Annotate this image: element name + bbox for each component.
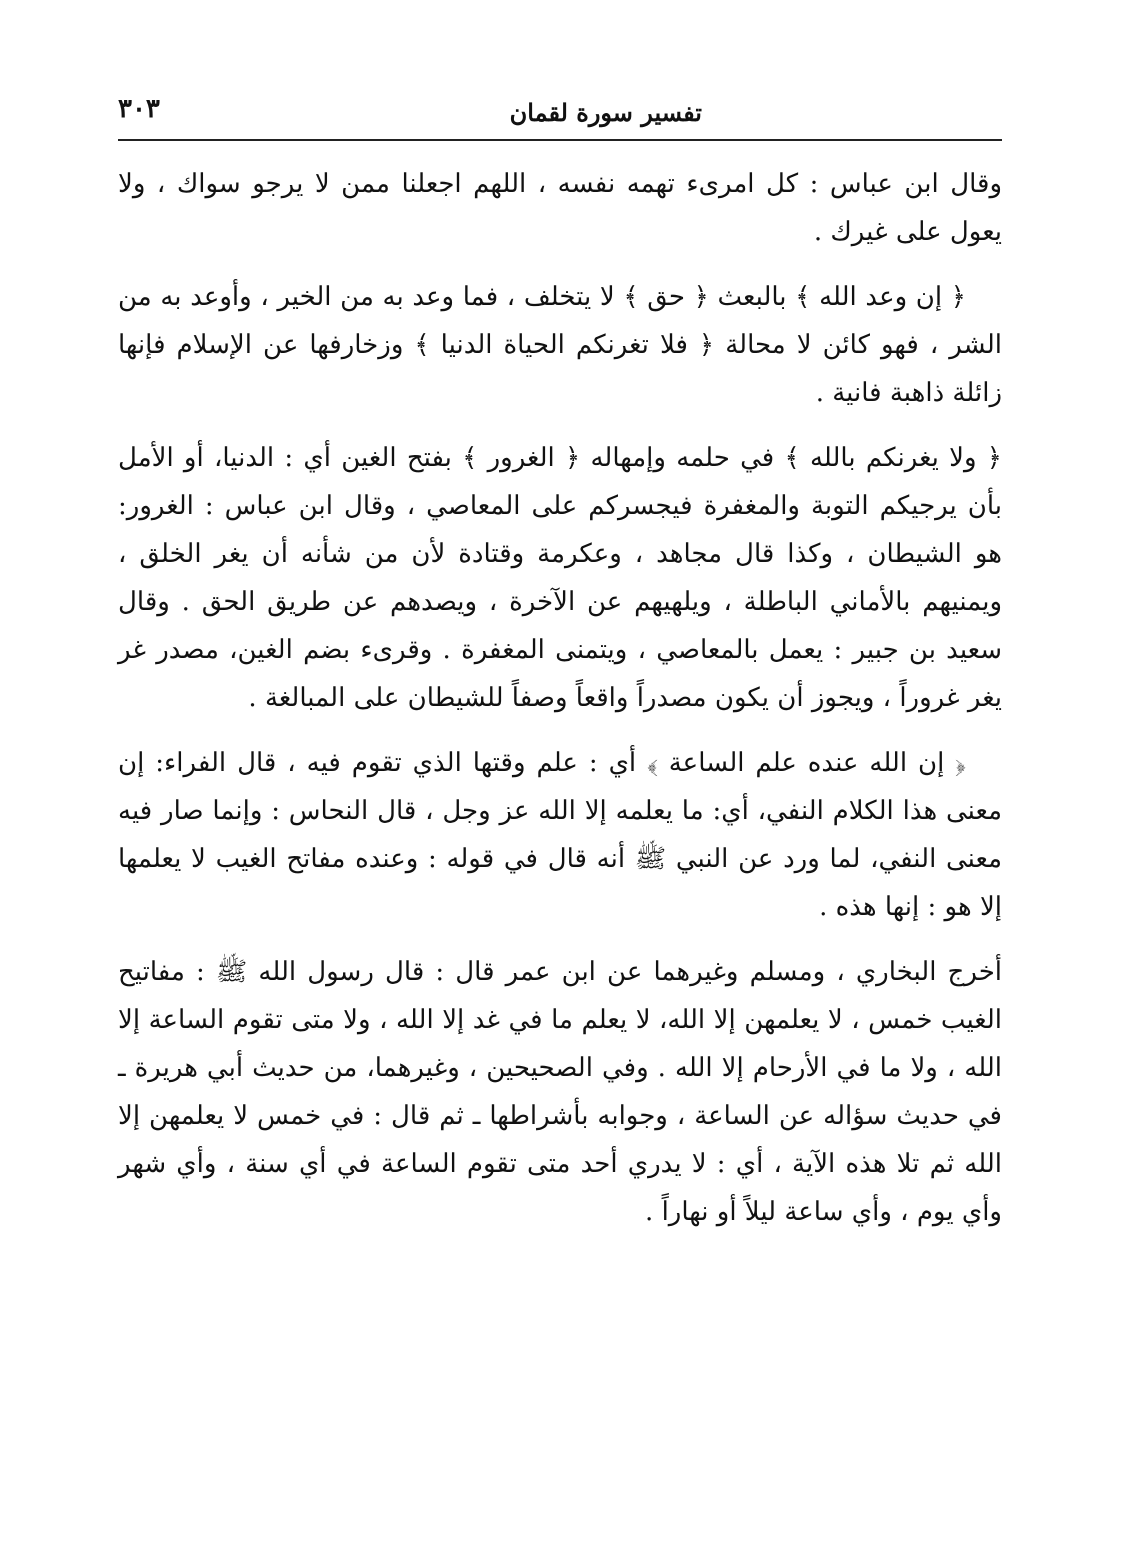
paragraph-3: ﴿ ولا يغرنكم بالله ﴾ في حلمه وإمهاله ﴿ الغرور ﴾ بفتح الغين أي : الدنيا، أو الأمل بأن يرجيكم التوبة والمغفرة فيجسركم على المعاصي ، وقال ابن عباس : الغرور: هو الشيطان ، وكذا قال مجاهد ، وعكرمة وقتادة لأن من شأنه أن يغر الخلق ، ويمنيهم بالأماني الباطلة ، ويلهيهم عن الآخرة ، ويصدهم عن طريق الحق . وقال سعيد بن جبير : يعمل بالمعاصي ، ويتمنى المغفرة . وقرىء بضم الغين، مصدر غر يغر غروراً ، ويجوز أن يكون مصدراً واقعاً وصفاً للشيطان على المبالغة . <box>118 443 1002 713</box>
paragraph-5: أخرج البخاري ، ومسلم وغيرهما عن ابن عمر قال : قال رسول الله ﷺ : مفاتيح الغيب خمس ، لا يعلمهن إلا الله، لا يعلم ما في غد إلا الله ، ولا متى تقوم الساعة إلا الله ، ولا ما في الأرحام إلا الله . وفي الصحيحين ، وغيرهما، من حديث أبي هريرة ـ في حديث سؤاله عن الساعة ، وجوابه بأشراطها ـ ثم قال : في خمس لا يعلمهن إلا الله ثم تلا هذه الآية ، أي : لا يدري أحد متى تقوم الساعة في أي سنة ، وأي شهر وأي يوم ، وأي ساعة ليلاً أو نهاراً . <box>118 957 1002 1227</box>
paragraph-4: ﴿ إن الله عنده علم الساعة ﴾ أي : علم وقتها الذي تقوم فيه ، قال الفراء: إن معنى هذا الكلام النفي، أي: ما يعلمه إلا الله عز وجل ، قال النحاس : وإنما صار فيه معنى النفي، لما ورد عن النبي ﷺ أنه قال في قوله : وعنده مفاتح الغيب لا يعلمها إلا هو : إنها هذه . <box>118 748 1002 922</box>
paragraph-2: ﴿ إن وعد الله ﴾ بالبعث ﴿ حق ﴾ لا يتخلف ، فما وعد به من الخير ، وأوعد به من الشر ، فهو كائن لا محالة ﴿ فلا تغرنكم الحياة الدنيا ﴾ وزخارفها عن الإسلام فإنها زائلة ذاهبة فانية . <box>118 282 1002 408</box>
paragraph-1: وقال ابن عباس : كل امرىء تهمه نفسه ، اللهم اجعلنا ممن لا يرجو سواك ، ولا يعول على غيرك . <box>118 169 1002 247</box>
page-number: ٣٠٣ <box>118 94 160 124</box>
running-header <box>118 92 1002 138</box>
body-text <box>118 160 1002 1253</box>
header-title: تفسير سورة لقمان <box>509 98 702 127</box>
header-rule <box>118 139 1002 141</box>
